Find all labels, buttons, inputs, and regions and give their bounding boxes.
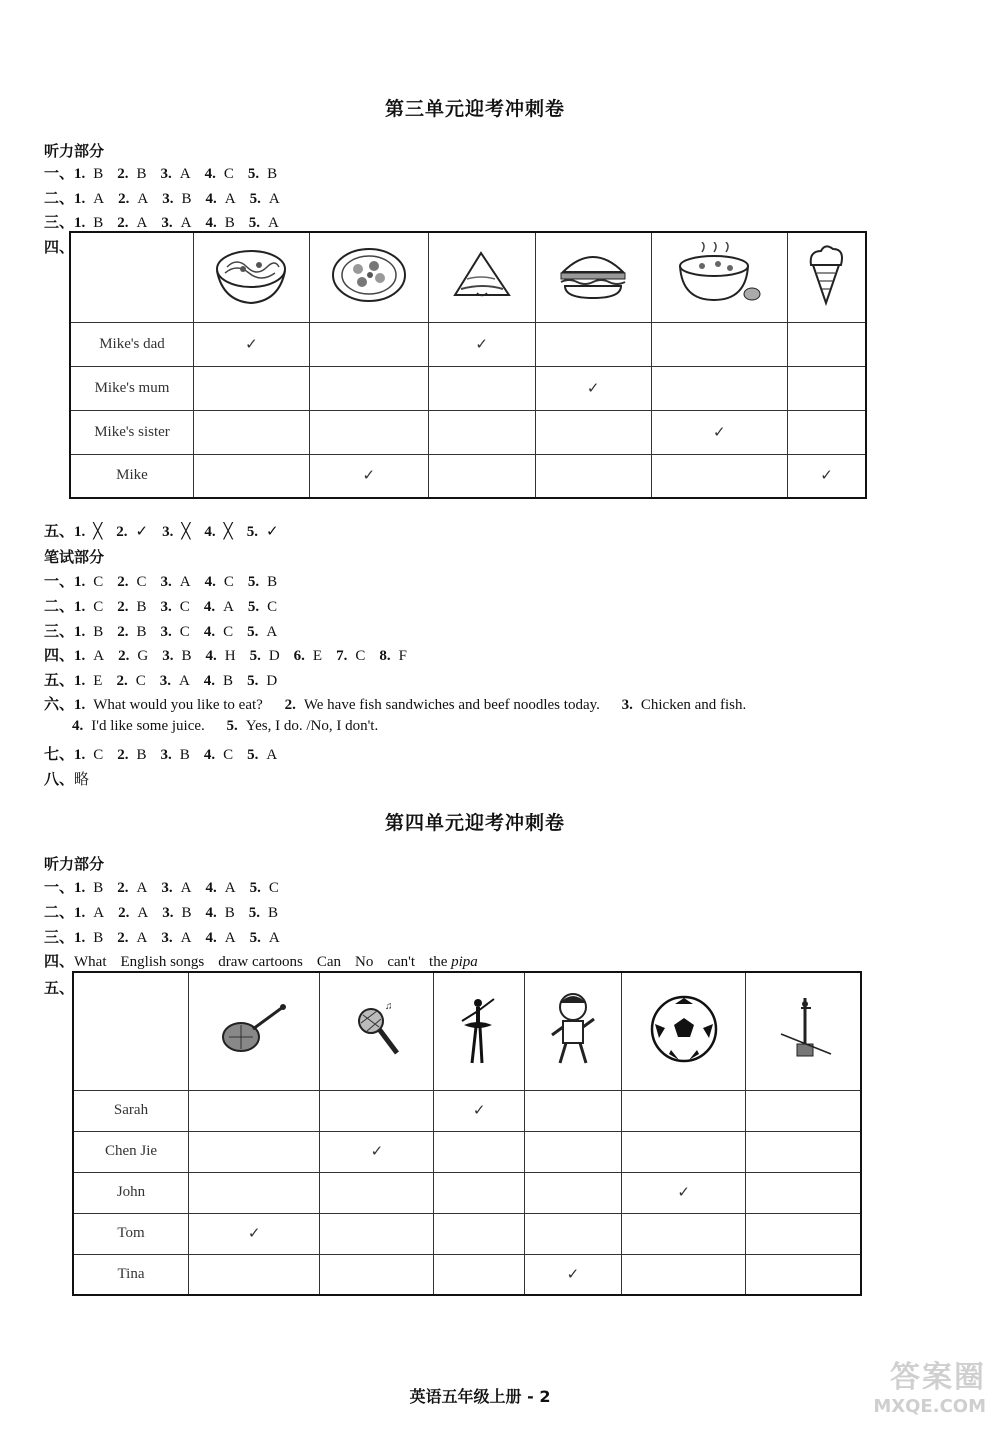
empty-cell — [746, 1090, 861, 1131]
item-answer: B — [267, 905, 278, 921]
item-number: 2. — [117, 624, 129, 640]
word-item: draw cartoons — [218, 954, 303, 970]
item-answer: B — [136, 166, 147, 182]
item-answer: A — [224, 191, 236, 207]
item-answer: B — [224, 905, 235, 921]
line-prefix: 五、 — [44, 522, 75, 540]
item-number: 1. — [74, 673, 86, 689]
item-number: 2. — [117, 930, 129, 946]
item-answer: A — [178, 673, 190, 689]
item-number: 1. — [74, 166, 86, 182]
item-answer: A — [93, 191, 105, 207]
item-answer: B — [93, 880, 104, 896]
item-number: 4. — [203, 624, 216, 640]
item-number: 5. — [247, 624, 259, 640]
item-answer: E — [93, 673, 103, 689]
line-prefix: 一、 — [44, 572, 75, 590]
item-answer: B — [267, 166, 278, 182]
item-number: 4. — [205, 905, 217, 921]
item-number: 1. — [74, 624, 86, 640]
item-answer: ╳ — [223, 524, 233, 540]
item-number: 3. — [160, 574, 172, 590]
item-answer: B — [267, 574, 278, 590]
line-prefix: 七、 — [44, 745, 75, 763]
row-name: John — [73, 1172, 189, 1213]
item-number: 2. — [117, 747, 129, 763]
item-number: 3. — [159, 673, 171, 689]
check-mark: ✓ — [787, 454, 866, 498]
item-number: 1. — [74, 747, 86, 763]
item-number: 3. — [162, 648, 174, 664]
item-answer: ✓ — [135, 524, 149, 540]
item-number: 4. — [205, 191, 217, 207]
item-number: 3. — [160, 747, 172, 763]
unit3-listening-label: 听力部分 — [44, 142, 105, 160]
unit3-title: 第三单元迎考冲刺卷 — [384, 98, 565, 120]
item-number: 3. — [160, 166, 172, 182]
item-number: 2. — [117, 215, 129, 231]
item-number: 2. — [116, 673, 128, 689]
item-answer: C — [223, 747, 234, 763]
salad-icon — [309, 232, 428, 322]
empty-cell — [621, 1090, 745, 1131]
check-mark: ✓ — [194, 322, 310, 366]
item-answer: C — [135, 673, 146, 689]
empty-cell — [787, 366, 866, 410]
item-number: 3. — [161, 215, 173, 231]
empty-cell — [524, 1172, 621, 1213]
word-item: No — [355, 954, 374, 970]
sandwich-icon — [428, 232, 535, 322]
word-item: can't — [387, 954, 416, 970]
empty-cell — [189, 1172, 320, 1213]
line-prefix: 一、 — [44, 878, 75, 896]
item-number: 4. — [204, 524, 216, 540]
item-answer: C — [179, 599, 190, 615]
empty-cell — [434, 1172, 524, 1213]
item-answer: B — [181, 191, 192, 207]
item-answer: A — [266, 747, 278, 763]
empty-cell — [535, 454, 651, 498]
unit4-l1 — [44, 876, 293, 897]
item-answer: C — [93, 599, 104, 615]
item-answer: B — [181, 905, 192, 921]
unit3-w4 — [44, 644, 421, 665]
item-number: 1. — [74, 191, 86, 207]
item-answer: A — [93, 905, 105, 921]
item-number: 1. — [74, 215, 86, 231]
item-number: 5. — [247, 747, 259, 763]
unit3-l4-prefix: 四、 — [44, 238, 75, 256]
empty-cell — [309, 410, 428, 454]
line-prefix: 四、 — [44, 646, 75, 664]
empty-cell — [651, 322, 787, 366]
empty-cell — [320, 1172, 434, 1213]
table-row — [73, 1090, 861, 1131]
item-number: 3. — [162, 905, 174, 921]
word-item: English songs — [120, 954, 205, 970]
item-number: 2. — [118, 191, 130, 207]
item-answer: B — [224, 215, 235, 231]
item-answer: C — [267, 599, 278, 615]
svg-text:♫: ♫ — [384, 1000, 393, 1012]
kung-fu-icon — [524, 972, 621, 1090]
empty-cell — [428, 410, 535, 454]
item-number: 3. — [161, 880, 173, 896]
item-number: 3. — [160, 624, 172, 640]
check-mark: ✓ — [524, 1254, 621, 1295]
item-number: 5. — [247, 673, 259, 689]
table-row — [73, 1131, 861, 1172]
item-number: 4. — [204, 166, 216, 182]
noodles-icon — [194, 232, 310, 322]
empty-cell — [787, 322, 866, 366]
item-answer: B — [136, 599, 147, 615]
empty-cell — [320, 1090, 434, 1131]
soup-icon — [651, 232, 787, 322]
item-answer: ✓ — [265, 524, 279, 540]
item-number: 1. — [74, 524, 86, 540]
item-number: 4. — [205, 930, 217, 946]
line-prefix: 一、 — [44, 164, 75, 182]
item-number: 4. — [205, 648, 217, 664]
item-answer: C — [93, 747, 104, 763]
empty-cell — [524, 1213, 621, 1254]
item-number: 5. — [249, 648, 261, 664]
empty-cell — [428, 366, 535, 410]
table-row — [73, 1172, 861, 1213]
unit3-w8: 八、略 — [44, 770, 90, 788]
empty-cell — [621, 1254, 745, 1295]
item-number: 6. — [293, 648, 305, 664]
item-answer: A — [268, 191, 280, 207]
line-prefix: 三、 — [44, 928, 75, 946]
item-number: 1. — [74, 599, 86, 615]
item-answer: B — [136, 624, 147, 640]
empty-cell — [428, 454, 535, 498]
table-row — [70, 322, 866, 366]
table-row — [70, 454, 866, 498]
check-mark: ✓ — [309, 454, 428, 498]
dancer-icon — [434, 972, 524, 1090]
unit3-w5 — [44, 669, 291, 690]
item-answer: H — [224, 648, 236, 664]
unit4-l2 — [44, 901, 292, 922]
item-number: 1. — [74, 880, 86, 896]
empty-cell — [189, 1131, 320, 1172]
item-answer: B — [181, 648, 192, 664]
item-number: 4. — [204, 574, 216, 590]
item-number: 2. — [117, 574, 129, 590]
page-footer: 英语五年级上册 - 2 — [409, 1387, 551, 1406]
unit3-rows — [70, 322, 866, 498]
pipa-icon — [189, 972, 320, 1090]
item-number: 2. — [118, 648, 130, 664]
item-answer: A — [93, 648, 105, 664]
empty-cell — [320, 1254, 434, 1295]
table-row — [73, 1213, 861, 1254]
line-prefix: 五、 — [44, 671, 75, 689]
empty-cell — [787, 410, 866, 454]
item-answer: B — [223, 673, 234, 689]
unit3-written-label: 笔试部分 — [44, 548, 105, 566]
item-answer: B — [93, 930, 104, 946]
row-name: Mike's sister — [70, 410, 194, 454]
item-answer: C — [223, 166, 234, 182]
empty-cell — [434, 1131, 524, 1172]
item-number: 2. — [117, 880, 129, 896]
item-answer: C — [223, 574, 234, 590]
unit4-l4-words — [74, 954, 429, 970]
empty-cell — [194, 454, 310, 498]
empty-cell — [189, 1254, 320, 1295]
unit3-food-table — [69, 231, 867, 499]
line-prefix: 三、 — [44, 622, 75, 640]
line-prefix: 二、 — [44, 189, 75, 207]
item-answer: G — [137, 648, 149, 664]
item-answer: A — [268, 930, 280, 946]
item-number: 4. — [203, 599, 216, 615]
line-prefix: 二、 — [44, 903, 75, 921]
empty-cell — [309, 366, 428, 410]
row-name: Chen Jie — [73, 1131, 189, 1172]
item-answer: A — [136, 215, 148, 231]
row-name: Tina — [73, 1254, 189, 1295]
item-answer: B — [93, 624, 104, 640]
item-number: 5. — [249, 880, 261, 896]
item-number: 5. — [249, 930, 261, 946]
item-number: 5. — [248, 215, 260, 231]
empty-cell — [309, 322, 428, 366]
unit3-l5 — [44, 520, 293, 541]
item-answer: A — [266, 624, 278, 640]
item-number: 5. — [247, 599, 260, 615]
empty-cell — [651, 366, 787, 410]
empty-cell — [524, 1131, 621, 1172]
unit4-listening-label: 听力部分 — [44, 855, 105, 873]
unit4-title: 第四单元迎考冲刺卷 — [384, 812, 565, 834]
item-answer: A — [224, 880, 236, 896]
item-number: 2. — [117, 166, 129, 182]
item-answer: A — [179, 574, 191, 590]
item-answer: D — [266, 673, 278, 689]
item-number: 4. — [203, 747, 216, 763]
empty-cell — [194, 410, 310, 454]
item-number: 5. — [249, 191, 261, 207]
item-answer: C — [93, 574, 104, 590]
row-name: Mike's dad — [70, 322, 194, 366]
empty-cell — [746, 1172, 861, 1213]
empty-cell — [651, 454, 787, 498]
row-name: Mike's mum — [70, 366, 194, 410]
item-number: 5. — [248, 905, 260, 921]
item-answer: C — [179, 624, 190, 640]
item-answer: B — [136, 747, 147, 763]
unit4-l5-prefix: 五、 — [44, 979, 75, 997]
check-mark: ✓ — [621, 1172, 745, 1213]
check-mark: ✓ — [535, 366, 651, 410]
item-answer: F — [398, 648, 407, 664]
unit4-hobby-table — [72, 971, 862, 1296]
item-answer: A — [136, 880, 148, 896]
check-mark: ✓ — [320, 1131, 434, 1172]
item-number: 4. — [205, 215, 217, 231]
item-number: 2. — [117, 599, 129, 615]
empty-cell — [535, 322, 651, 366]
item-number: 3. — [162, 191, 174, 207]
empty-cell — [434, 1254, 524, 1295]
football-icon — [621, 972, 745, 1090]
empty-cell — [746, 1131, 861, 1172]
corner-cell — [73, 972, 189, 1090]
item-answer: ╳ — [93, 524, 103, 540]
item-answer: A — [224, 930, 236, 946]
item-answer: ╳ — [181, 524, 191, 540]
item-answer: A — [137, 191, 149, 207]
check-mark: ✓ — [434, 1090, 524, 1131]
check-mark: ✓ — [651, 410, 787, 454]
item-answer: A — [223, 599, 234, 615]
item-number: 3. — [161, 930, 173, 946]
unit3-w6-line2: 4. I'd like some juice. 5. Yes, I do. /No, I don't. — [72, 718, 379, 734]
unit4-l4: 四、What English songs draw cartoons Can No can't the pipa — [44, 952, 478, 970]
item-number: 2. — [118, 905, 130, 921]
unit3-l2 — [44, 187, 294, 208]
unit3-w7 — [44, 743, 291, 764]
empty-cell — [535, 410, 651, 454]
empty-cell — [189, 1090, 320, 1131]
item-answer: B — [93, 215, 104, 231]
empty-cell — [524, 1090, 621, 1131]
table-row — [70, 410, 866, 454]
item-answer: D — [268, 648, 280, 664]
empty-cell — [746, 1254, 861, 1295]
item-number: 3. — [160, 599, 172, 615]
hamburger-icon — [535, 232, 651, 322]
item-answer: B — [179, 747, 190, 763]
unit3-w1 — [44, 570, 291, 591]
empty-cell — [746, 1213, 861, 1254]
empty-cell — [621, 1131, 745, 1172]
item-number: 5. — [247, 574, 260, 590]
item-number: 7. — [336, 648, 348, 664]
unit3-l1 — [44, 162, 291, 183]
item-answer: A — [180, 215, 192, 231]
erhu-icon — [746, 972, 861, 1090]
item-number: 4. — [205, 880, 217, 896]
row-name: Mike — [70, 454, 194, 498]
word-item: Can — [316, 954, 341, 970]
corner-cell — [70, 232, 194, 322]
item-number: 8. — [379, 648, 391, 664]
empty-cell — [434, 1213, 524, 1254]
watermark: 答案圈 MXQE.COM — [873, 1360, 986, 1417]
empty-cell — [320, 1213, 434, 1254]
item-answer: A — [136, 930, 148, 946]
item-number: 3. — [162, 524, 174, 540]
word-item: What — [74, 954, 107, 970]
item-answer: A — [137, 905, 149, 921]
unit3-w2 — [44, 595, 291, 616]
unit3-l3 — [44, 211, 293, 232]
item-answer: B — [93, 166, 104, 182]
unit3-w6-line1: 六、1. What would you like to eat? 2. We have fish sandwiches and beef noodles today. 3. Chicken and fish. — [44, 695, 747, 713]
empty-cell — [194, 366, 310, 410]
microphone-icon — [320, 972, 434, 1090]
item-number: 1. — [74, 574, 86, 590]
item-answer: C — [223, 624, 234, 640]
item-number: 2. — [116, 524, 128, 540]
item-answer: A — [179, 166, 191, 182]
unit4-rows — [73, 1090, 861, 1295]
item-number: 5. — [246, 524, 258, 540]
item-number: 5. — [247, 166, 260, 182]
unit3-w3 — [44, 620, 291, 641]
item-number: 4. — [203, 673, 216, 689]
item-number: 1. — [74, 648, 86, 664]
empty-cell — [621, 1213, 745, 1254]
item-number: 1. — [74, 930, 86, 946]
item-answer: A — [180, 880, 192, 896]
line-prefix: 二、 — [44, 597, 75, 615]
item-answer: A — [267, 215, 279, 231]
item-answer: C — [268, 880, 279, 896]
item-answer: A — [180, 930, 192, 946]
item-answer: C — [136, 574, 147, 590]
line-prefix: 三、 — [44, 213, 75, 231]
row-name: Tom — [73, 1213, 189, 1254]
check-mark: ✓ — [189, 1213, 320, 1254]
ice-cream-icon — [787, 232, 866, 322]
item-answer: C — [355, 648, 366, 664]
unit4-l3 — [44, 926, 294, 947]
row-name: Sarah — [73, 1090, 189, 1131]
item-number: 1. — [74, 905, 86, 921]
table-row — [73, 1254, 861, 1295]
check-mark: ✓ — [428, 322, 535, 366]
item-answer: E — [312, 648, 323, 664]
table-row — [70, 366, 866, 410]
